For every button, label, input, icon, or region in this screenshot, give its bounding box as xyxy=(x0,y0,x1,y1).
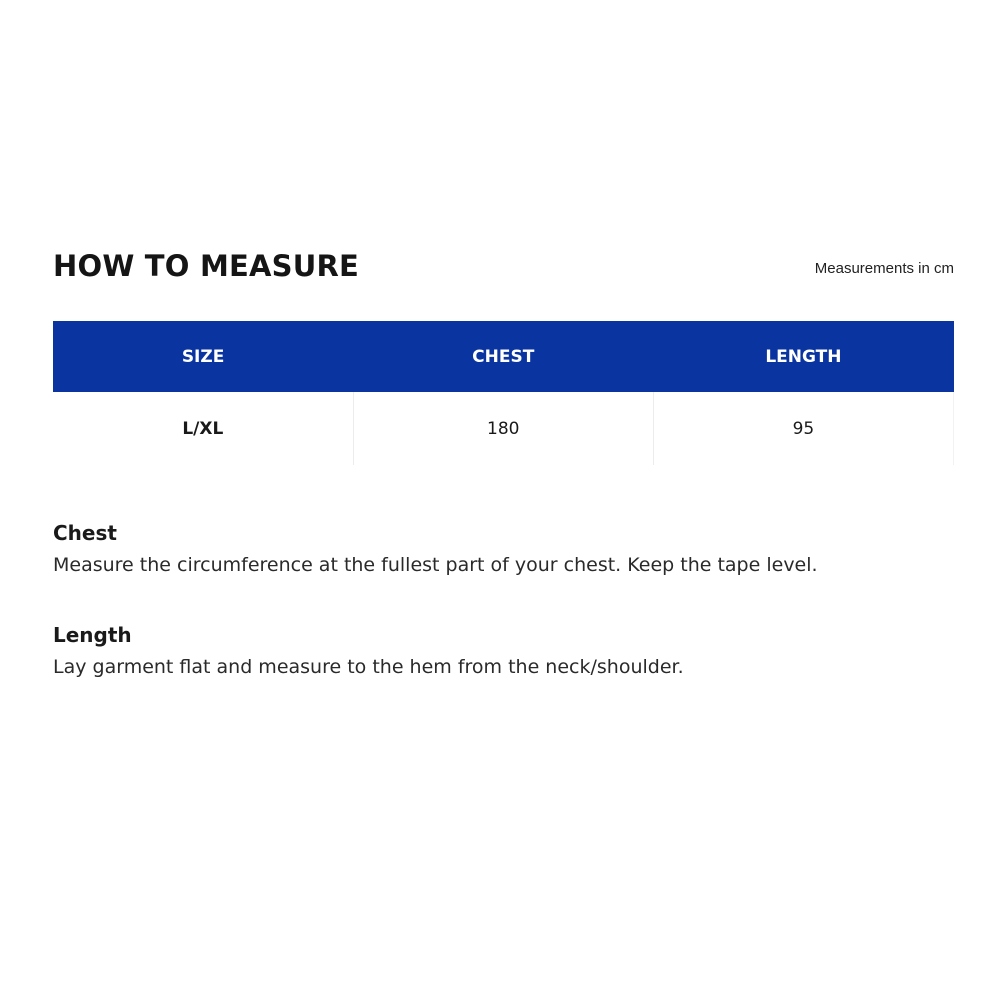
column-header-length: LENGTH xyxy=(653,321,953,392)
table-row xyxy=(53,392,954,465)
column-header-chest: CHEST xyxy=(353,321,653,392)
column-header-size: SIZE xyxy=(53,321,353,392)
chest-guide-heading: Chest xyxy=(53,521,117,545)
size-chart-table xyxy=(53,321,954,465)
table-header-row xyxy=(53,321,954,392)
length-guide-heading: Length xyxy=(53,623,132,647)
chest-guide-text: Measure the circumference at the fullest part of your chest. Keep the tape level. xyxy=(53,554,818,576)
page-title: HOW TO MEASURE xyxy=(53,249,360,283)
length-cell: 95 xyxy=(653,392,953,465)
length-guide-text: Lay garment flat and measure to the hem from the neck/shoulder. xyxy=(53,656,684,678)
chest-cell: 180 xyxy=(353,392,653,465)
length-guide xyxy=(53,621,953,681)
chest-guide xyxy=(53,519,953,579)
header-row xyxy=(53,246,954,286)
size-cell: L/XL xyxy=(53,392,353,465)
units-note: Measurements in cm xyxy=(814,260,954,277)
